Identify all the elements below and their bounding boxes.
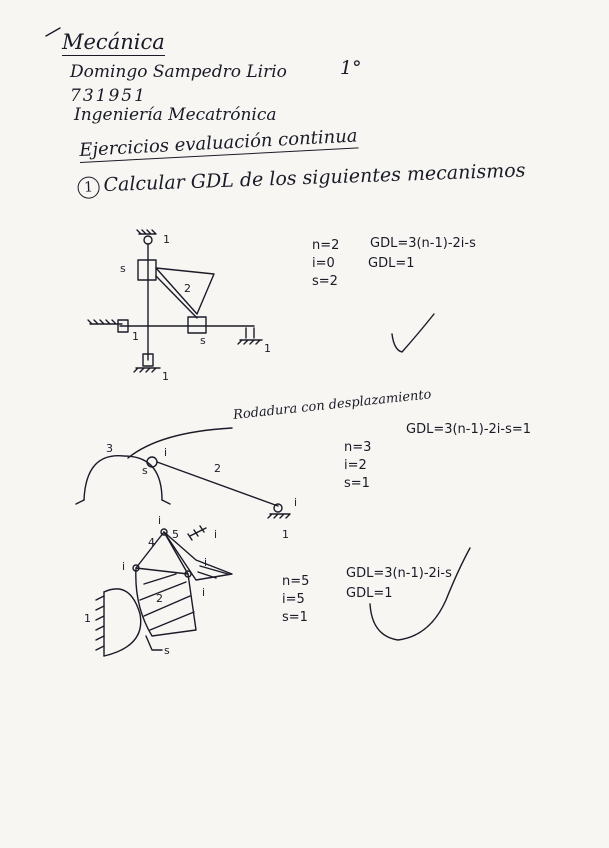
wall-hatch	[96, 596, 104, 650]
ground-3-icon	[188, 526, 206, 540]
m1-label-ground-right: 1	[264, 342, 271, 355]
m2-label-contact-i: i	[164, 446, 168, 459]
m3-label-link5: 5	[172, 528, 179, 541]
m2-formula: GDL=3(n-1)-2i-s=1	[406, 422, 532, 437]
arch-feet	[76, 500, 170, 504]
m2-label-pivot-i: i	[294, 496, 298, 509]
m3-value-n: n=5	[282, 574, 310, 589]
task-text: Calcular GDL de los siguientes mecanismos	[103, 159, 526, 197]
ground-left-icon	[88, 320, 122, 324]
m2-value-s: s=1	[344, 476, 370, 491]
annotation-leader	[128, 428, 232, 458]
m2-label-arch: 3	[106, 442, 113, 455]
m1-label-ground-left: 1	[132, 330, 139, 343]
slider-left	[138, 260, 156, 280]
degree: Ingeniería Mecatrónica	[74, 105, 277, 125]
m3-label-contact-s: s	[164, 644, 170, 657]
m1-label-slider-right: s	[200, 334, 206, 347]
m1-formula: GDL=3(n-1)-2i-s	[370, 236, 476, 251]
m2-annotation: Rodadura con desplazamiento	[232, 387, 433, 423]
m3-result: GDL=1	[346, 586, 393, 601]
grade-mark: 1°	[340, 57, 362, 79]
student-id: 731951	[70, 86, 147, 106]
ground-bottom-icon	[134, 368, 160, 372]
ground-top-icon	[137, 230, 156, 234]
m3-label-wall: 1	[84, 612, 91, 625]
m3-label-top-i: i	[158, 514, 162, 527]
m3-formula: GDL=3(n-1)-2i-s	[346, 566, 452, 581]
m3-label-right-i2: i	[202, 586, 206, 599]
m1-result: GDL=1	[368, 256, 415, 271]
m3-value-s: s=1	[282, 610, 308, 625]
m3-value-i: i=5	[282, 592, 305, 607]
link-1-body	[104, 589, 141, 656]
m3-label-link2: 2	[156, 592, 163, 605]
m1-value-i: i=0	[312, 256, 335, 271]
ground-2-icon	[268, 514, 290, 518]
contact-leader	[146, 636, 162, 650]
subject-title: Mecánica	[62, 30, 165, 54]
ground-right-icon	[238, 328, 262, 344]
m2-value-i: i=2	[344, 458, 367, 473]
m3-label-link4: 4	[148, 536, 155, 549]
student-name: Domingo Sampedro Lirio	[70, 62, 287, 82]
m3-label-right-i1: i	[204, 556, 208, 569]
m3-label-left-i: i	[122, 560, 126, 573]
m1-value-s: s=2	[312, 274, 338, 289]
ground-pivot-2	[274, 504, 282, 512]
m1-label-triangle: 2	[184, 282, 191, 295]
m2-label-ground: 1	[282, 528, 289, 541]
m1-label-ground-bottom: 1	[162, 370, 169, 383]
pivot-top	[144, 236, 152, 244]
margin-mark	[46, 28, 60, 36]
m2-value-n: n=3	[344, 440, 372, 455]
m2-label-bar: 2	[214, 462, 221, 475]
m1-label-slider-left: s	[120, 262, 126, 275]
link-2-body	[136, 568, 196, 636]
m3-label-hinge-i: i	[214, 528, 218, 541]
mechanism-1	[88, 230, 434, 372]
m1-label-top-support: 1	[163, 233, 170, 246]
check-mark-1	[392, 314, 434, 352]
m1-value-n: n=2	[312, 238, 340, 253]
section-title: Ejercicios evaluación continua	[78, 125, 359, 162]
slider-right	[188, 317, 206, 333]
arch-body	[84, 456, 162, 500]
task-number: 1	[77, 176, 100, 199]
link-2-hatch	[140, 574, 194, 630]
m2-label-contact-s: s	[142, 464, 148, 477]
link-5-hatch	[198, 566, 228, 578]
